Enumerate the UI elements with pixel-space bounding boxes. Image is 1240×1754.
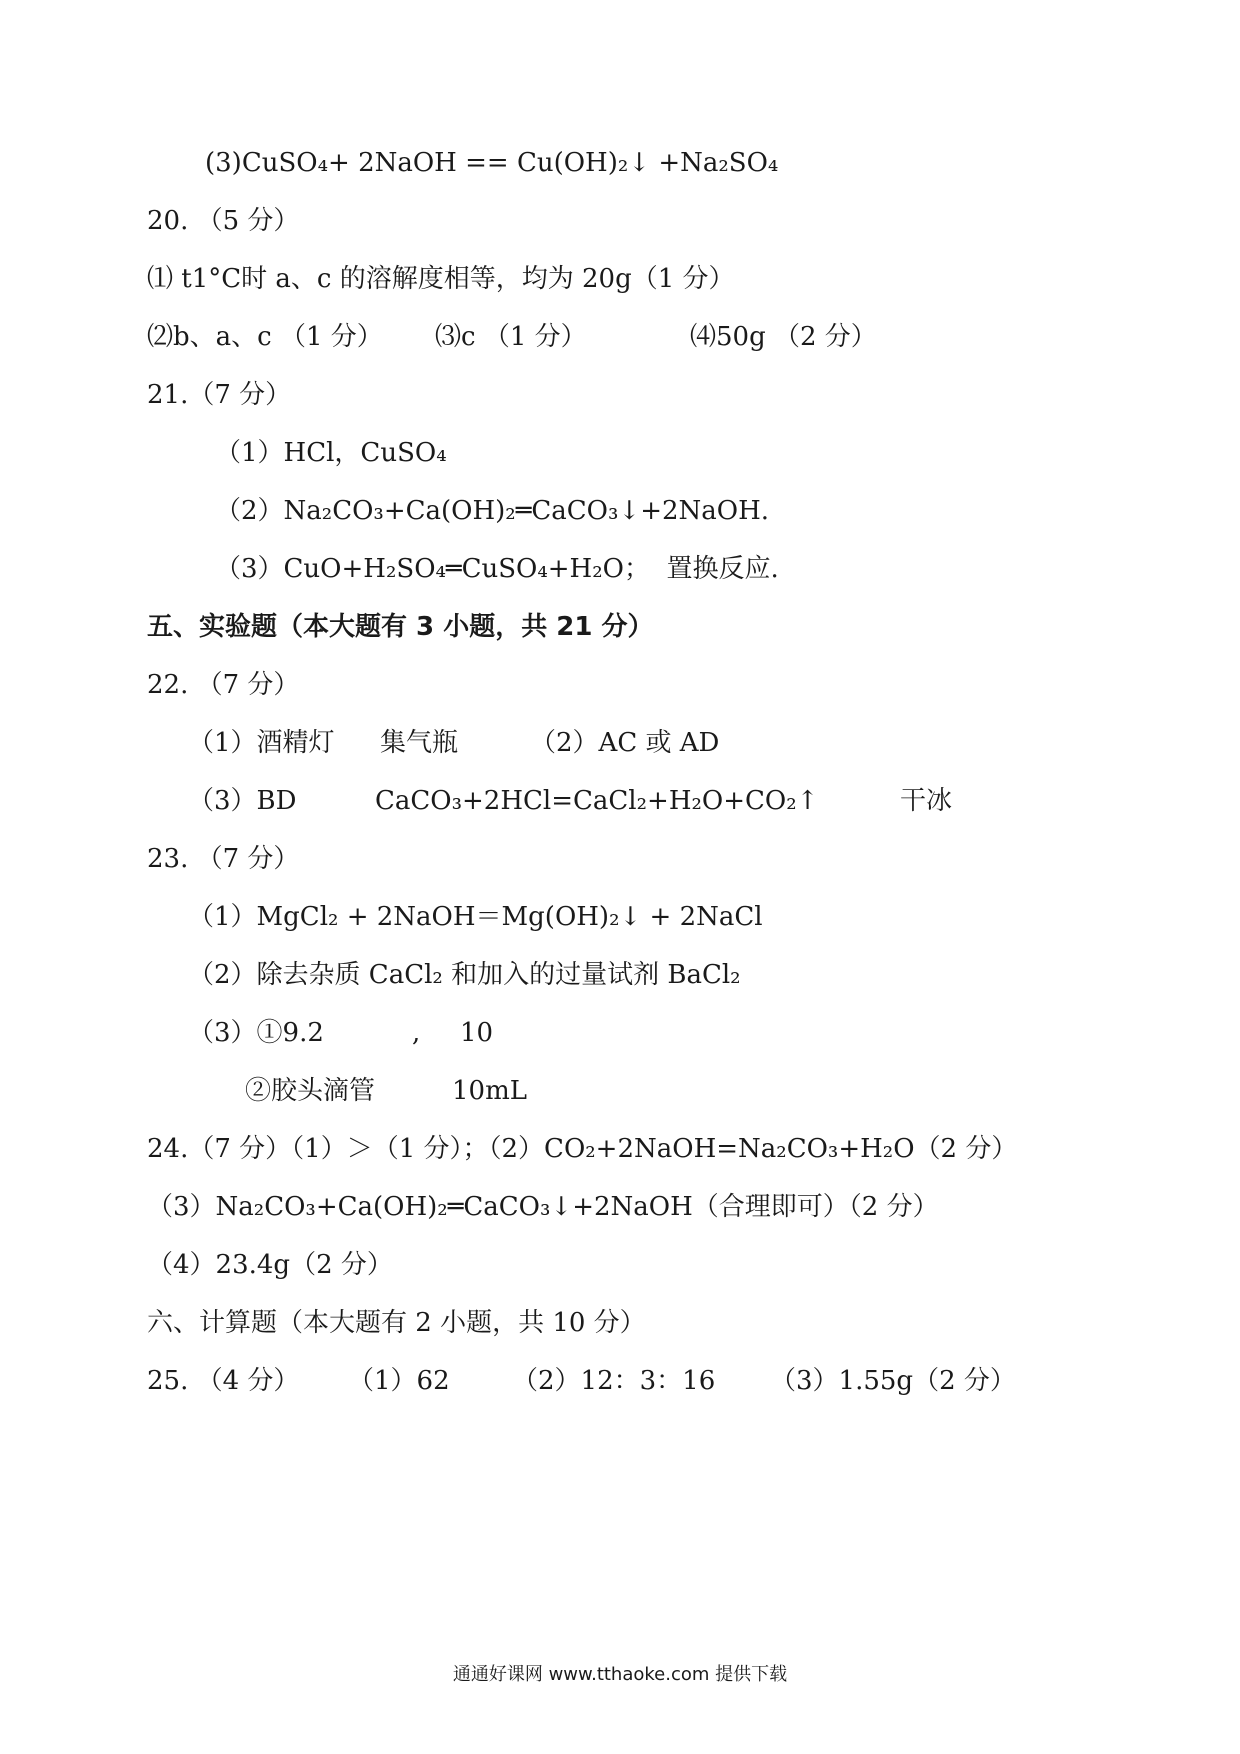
answer-20-3: ⑶c （1 分） [435, 322, 587, 352]
answer-19-3: (3)CuSO₄+ 2NaOH == Cu(OH)₂↓ +Na₂SO₄ [205, 148, 779, 178]
answer-23-3-comma: , [412, 1018, 421, 1048]
answer-21-1: （1）HCl，CuSO₄ [215, 438, 447, 468]
answer-22-1a: （1）酒精灯 [188, 728, 335, 758]
answer-23-3c: ②胶头滴管 [245, 1076, 376, 1106]
question-23-header: 23. （7 分） [147, 844, 300, 874]
answer-22-3a: （3）BD [188, 786, 297, 816]
answer-24-4: （4）23.4g（2 分） [147, 1250, 393, 1280]
answer-25-2: （2）12：3：16 [512, 1366, 716, 1396]
question-22-header: 22. （7 分） [147, 670, 300, 700]
page-footer: 通通好课网 www.tthaoke.com 提供下载 [452, 1664, 788, 1685]
answer-20-2: ⑵b、a、c （1 分） [147, 322, 383, 352]
answer-23-3b: 10 [460, 1018, 494, 1048]
answer-21-3: （3）CuO+H₂SO₄═CuSO₄+H₂O； 置换反应. [215, 554, 779, 584]
answer-25-1: （1）62 [348, 1366, 450, 1396]
answer-21-2: （2）Na₂CO₃+Ca(OH)₂═CaCO₃↓+2NaOH. [215, 496, 770, 526]
question-20-header: 20. （5 分） [147, 206, 300, 236]
answer-23-1: （1）MgCl₂ + 2NaOH＝Mg(OH)₂↓ + 2NaCl [188, 902, 763, 932]
answer-20-1: ⑴ t1°C时 a、c 的溶解度相等，均为 20g（1 分） [147, 264, 735, 294]
question-25-header: 25. （4 分） [147, 1366, 300, 1396]
section-5-heading: 五、实验题（本大题有 3 小题，共 21 分） [147, 612, 654, 642]
answer-25-3: （3）1.55g（2 分） [770, 1366, 1016, 1396]
question-21-header: 21.（7 分） [147, 380, 292, 410]
answer-22-3c: 干冰 [900, 786, 953, 816]
answer-22-3b: CaCO₃+2HCl=CaCl₂+H₂O+CO₂↑ [375, 786, 819, 816]
answer-20-4: ⑷50g （2 分） [690, 322, 877, 352]
answer-23-3d: 10mL [452, 1076, 528, 1106]
section-6-heading: 六、计算题（本大题有 2 小题，共 10 分） [147, 1308, 646, 1338]
answer-23-3a: （3）①9.2 [188, 1018, 324, 1048]
answer-24-3: （3）Na₂CO₃+Ca(OH)₂═CaCO₃↓+2NaOH（合理即可）（2 分） [147, 1192, 939, 1222]
answer-22-2: （2）AC 或 AD [530, 728, 720, 758]
answer-24-1-2: 24.（7 分）（1）＞（1 分）；（2）CO₂+2NaOH=Na₂CO₃+H₂O（2 分） [147, 1134, 1018, 1164]
answer-22-1b: 集气瓶 [380, 728, 459, 758]
answer-23-2: （2）除去杂质 CaCl₂ 和加入的过量试剂 BaCl₂ [188, 960, 741, 990]
